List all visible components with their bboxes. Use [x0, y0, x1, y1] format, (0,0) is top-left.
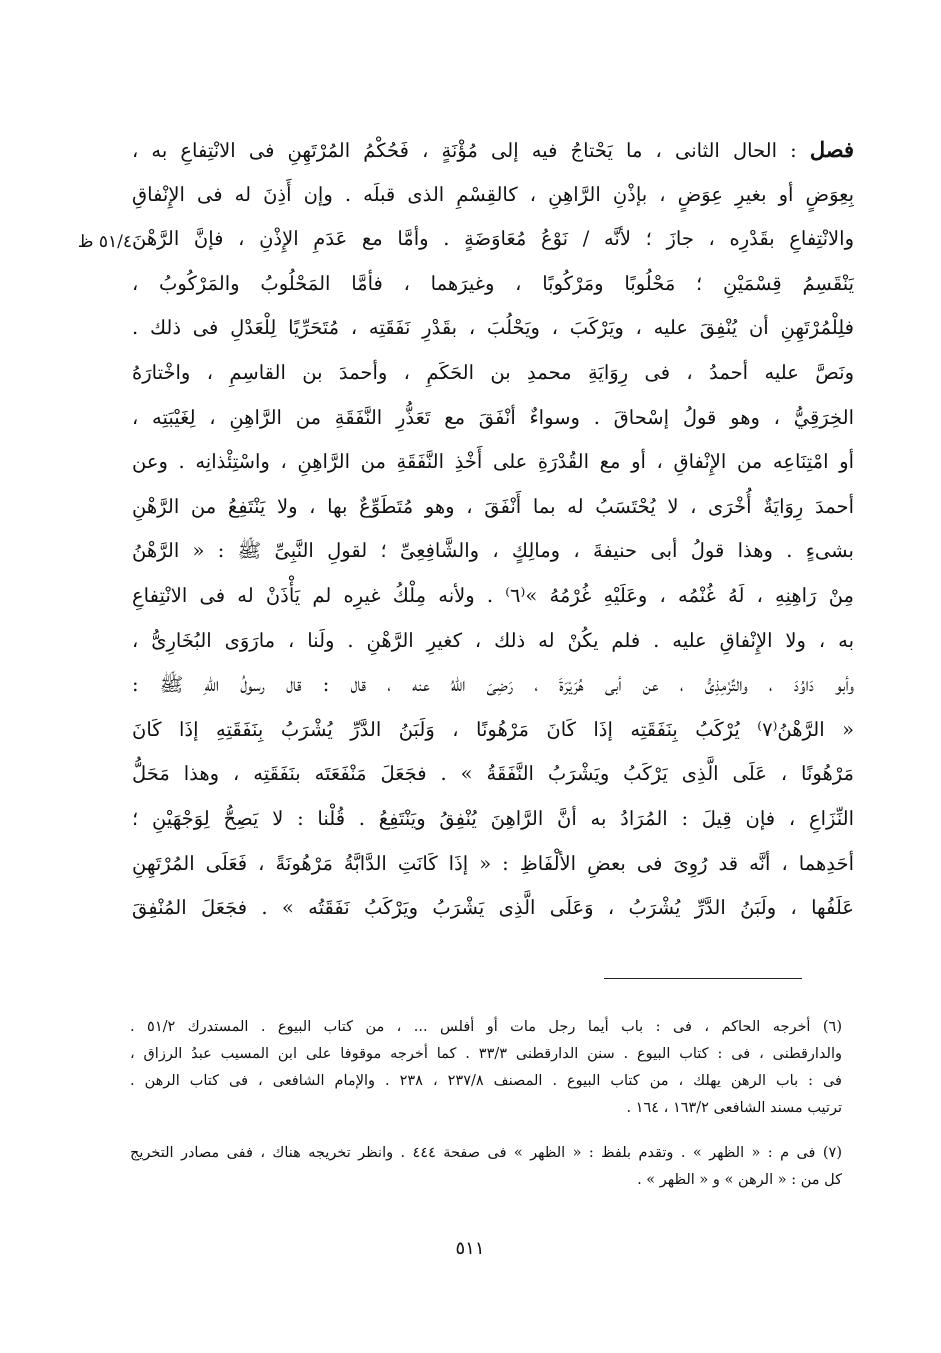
page-number: ٥١١ — [455, 1238, 485, 1259]
text-line-5: فلِلْمُرْتَهِنِ أن يُنْفِقَ عليه ، ويَرْكَبَ ، ويَحْلُبَ ، بقَدْرِ نَفَقَتِه ، مُتَحَرِّيًا لِلْعَدْلِ فى ذلك . — [132, 316, 854, 340]
footnote-6-line-3: فى : باب الرهن يهلك ، من كتاب البيوع . المصنف ٢٣٧/٨ ، ٢٣٨ . والإمام الشافعى ، فى كتاب الرهن . — [130, 1073, 842, 1089]
footnote-7-line-2: كل من : « الرهن » و « الظهر » . — [637, 1172, 842, 1188]
first-line-text: : الحال الثانى ، ما يَحْتاجُ فيه إلى مُؤْنَةٍ ، فَحُكْمُ المُرْتَهِنِ فى الانْتِفاعِ به ، — [132, 139, 797, 162]
text-line-11: مِنْ رَاهِنِهِ ، لَهُ غُنْمُه ، وعَلَيْهِ غُرْمُهُ »⁽٦⁾ . ولأنه مِلْكُ غيرِه لم يَأْذَنْ له فى الانْتِفاعِ — [132, 583, 854, 607]
text-line-16: النِّزَاعِ ، فإن قِيلَ : المُرَادُ به أنَّ الرَّاهِنَ يُنْفِقُ ويَنْتَفِعُ . قُلْنا : لا يَصِحُّ لِوَجْهَيْنِ ؛ — [132, 806, 854, 830]
footnote-6-line-2: والدارقطنى ، فى : كتاب البيوع . سنن الدارقطنى ٣٣/٣ . كما أخرجه موقوفا على ابن المسيب عبدُ الرزاق ، — [130, 1046, 842, 1062]
footnotes-block — [130, 1014, 842, 1194]
text-line-10: بشىءٍ . وهذا قولُ أبى حنيفةَ ، ومالِكٍ ، والشَّافِعِىِّ ؛ لقولِ النَّبِىِّ ﷺ : « الرَّهْنُ — [132, 539, 854, 563]
text-line-9: أحمدَ رِوَايَةٌ أُخْرَى ، لا يُحْتَسَبُ له بما أَنْفَقَ ، وهو مُتَطَوِّعٌ بها ، ولا يَنْتَفِعُ من الرَّهْنِ — [132, 494, 854, 518]
text-line-4: يَنْقَسِمُ قِسْمَيْنِ ؛ مَحْلُوبًا ومَرْكُوبًا ، وغيرَهما ، فأمَّا المَحْلُوبُ والمَرْكُوبُ ، — [132, 271, 854, 295]
text-line-17: أحَدِهما ، أنَّه قد رُوِىَ فى بعضِ الألْفَاظِ : « إذَا كَانَتِ الدَّابَّةُ مَرْهُونَةً ، فَعَلَى المُرْتَهِنِ — [132, 851, 854, 875]
text-line-12: به ، ولا الإِنْفاقِ عليه . فلم يكُنْ له ذلك ، كغيرِ الرَّهْنِ . ولَنا ، مارَوَى البُخَارِىُّ ، — [132, 628, 854, 652]
text-line-13: وأبو دَاوُدَ ، والتِّرْمِذِىُّ ، عن أبى هُرَيْرَةَ ، رَضِىَ اللهُ عنه ، قال : قال رسولُ اللهِ ﷺ : — [132, 673, 854, 697]
main-text-block — [132, 128, 854, 931]
text-line-15: مَرْهُونًا ، عَلَى الَّذِى يَرْكَبُ ويَشْرَبُ النَّفَقَةُ » . فجَعَلَ مَنْفَعَتَه بنَفَقَتِه ، وهذا مَحَلُّ — [132, 762, 854, 786]
text-line-6: ونَصَّ عليه أحمدُ ، فى رِوَايَةِ محمدِ بن الحَكَمِ ، وأحمدَ بن القاسِمِ ، واخْتارَهُ — [132, 360, 854, 384]
section-heading-word: فصل — [809, 137, 854, 162]
text-line-14: « الرَّهْنُ⁽٧⁾ يُرْكَبُ بِنَفَقَتِه إذَا كَانَ مَرْهُونًا ، وَلَبَنُ الدَّرِّ يُشْرَبُ بِنَفَقَتِهِ إذَا كَانَ — [132, 717, 854, 741]
footnote-7-line-1: (٧) فى م : « الظهر » . وتقدم بلفظ : « الظهر » فى صفحة ٤٤٤ . وانظر تخريجه هناك ، ففى مصادر التخريج — [130, 1145, 842, 1161]
text-line-3: والانْتِفاعِ بقَدْرِه ، جازَ ؛ لأنَّه / نَوْعُ مُعَاوَضَةٍ . وأمَّا مع عَدَمِ الإِذْنِ ، فإنَّ الرَّهْنَ — [132, 227, 854, 251]
footnote-separator — [604, 978, 802, 979]
text-line-7: الخِرَقِيُّ ، وهو قولُ إسْحاقَ . وسواءٌ أنْفَقَ مع تَعَذُّرِ النَّفَقَةِ من الرَّاهِنِ ، لِغَيْبَتِه ، — [132, 405, 854, 429]
footnote-6-line-1: (٦) أخرجه الحاكم ، فى : باب أيما رجل مات أو أفلس ... ، من كتاب البيوع . المستدرك ٥١/٢ . — [130, 1019, 842, 1035]
footnote-6-line-4: ترتيب مسند الشافعى ١٦٣/٢ ، ١٦٤ . — [626, 1100, 842, 1116]
text-line-8: أو امْتِنَاعِه من الإِنْفاقِ ، أو مع القُدْرَةِ على أَخْذِ النَّفَقَةِ من الرَّاهِنِ ، واسْتِئْذانِه . وعن — [132, 450, 854, 474]
text-line-18: عَلَفُها ، ولَبَنُ الدَّرِّ يُشْرَبُ ، وَعَلَى الَّذِى يَشْرَبُ ويَرْكَبُ نَفَقَتُه » . فجَعَلَ المُنْفِقَ — [132, 896, 854, 920]
footnote-gap — [130, 1122, 842, 1140]
text-line-1 — [132, 128, 854, 173]
margin-folio-note: ٥١/٤ ظ — [77, 232, 132, 252]
text-line-2: بِعِوَضٍ أو بغيرِ عِوَضٍ ، بإذْنِ الرَّاهِنِ ، كالقِسْمِ الذى قبلَه . وإن أَذِنَ له فى الإِنْفاقِ — [132, 182, 854, 206]
